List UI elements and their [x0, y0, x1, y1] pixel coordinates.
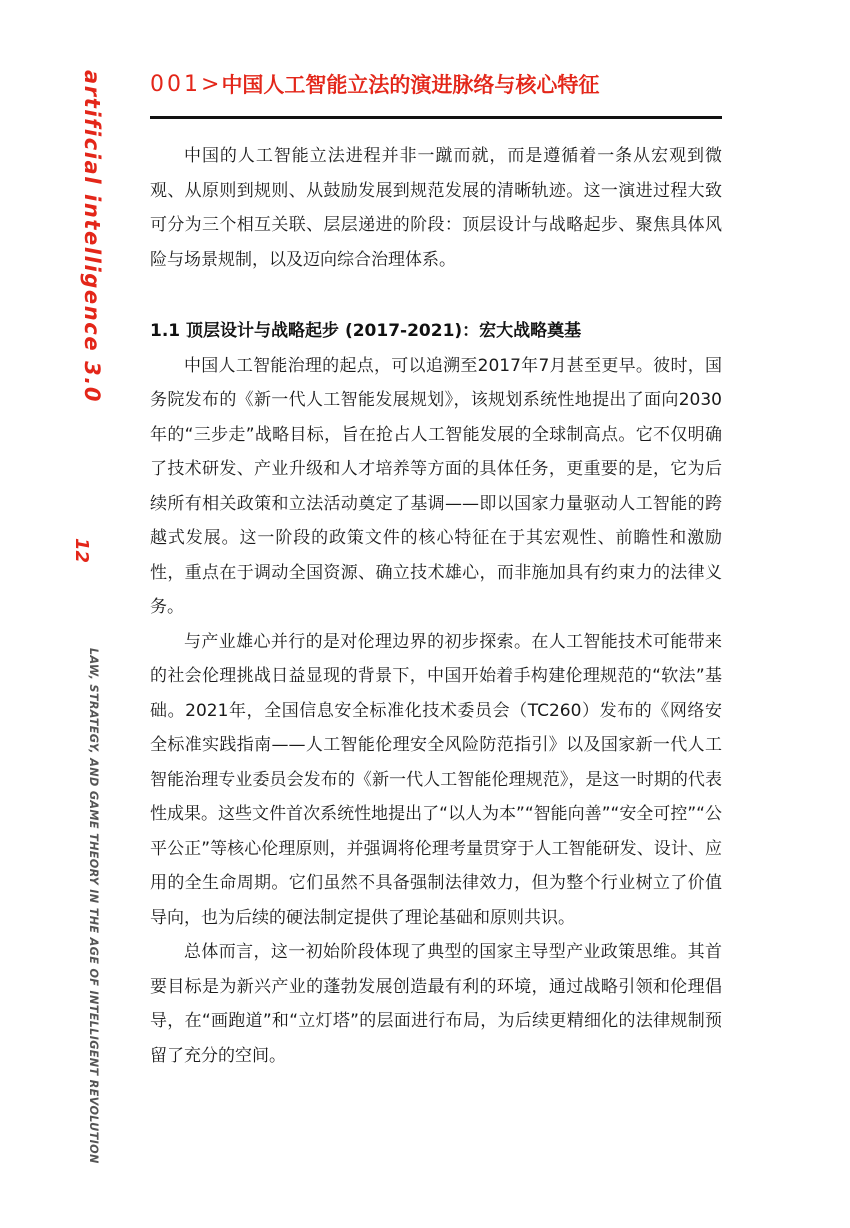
- body-paragraph-3: 总体而言，这一初始阶段体现了典型的国家主导型产业政策思维。其首要目标是为新兴产业的蓬勃发展创造最有利的环境，通过战略引领和伦理倡导，在“画跑道”和“立灯塔”的层面进行布局，为后续更精细化的法律规制预留了充分的空间。: [150, 942, 722, 1066]
- side-brand: [66, 70, 106, 410]
- section-title: 中国人工智能立法的演进脉络与核心特征: [221, 73, 600, 97]
- body-paragraph-1: 中国人工智能治理的起点，可以追溯至2017年7月甚至更早。彼时，国务院发布的《新一代人工智能发展规划》，该规划系统性地提出了面向2030年的“三步走”战略目标，旨在抢占人工智能发展的全球制高点。它不仅明确了技术研发、产业升级和人才培养等方面的具体任务，更重要的是，它为后续所有相关政策和立法活动奠定了基调——即以国家力量驱动人工智能的跨越式发展。这一阶段的政策文件的核心特征在于其宏观性、前瞻性和激励性，重点在于调动全国资源、确立技术雄心，而非施加具有约束力的法律义务。: [150, 355, 722, 617]
- header-divider: [150, 116, 722, 119]
- side-tagline: [78, 648, 108, 1164]
- section-header: [150, 64, 722, 104]
- subsection-heading: 1.1 顶层设计与战略起步 (2017-2021)：宏大战略奠基: [150, 321, 582, 341]
- section-number: 001: [150, 71, 201, 97]
- page-number: [58, 538, 98, 568]
- section-separator: >: [201, 71, 220, 97]
- tagline-text: LAW, STRATEGY, AND GAME THEORY IN THE AGE OF INTELLIGENT REVOLUTION: [87, 648, 100, 1164]
- intro-paragraph: 中国的人工智能立法进程并非一蹴而就，而是遵循着一条从宏观到微观、从原则到规则、从鼓励发展到规范发展的清晰轨迹。这一演进过程大致可分为三个相互关联、层层递进的阶段：顶层设计与战略起步、聚焦具体风险与场景规制，以及迈向综合治理体系。: [150, 146, 722, 270]
- brand-vertical-text: artificial intelligence 3.0: [80, 70, 104, 404]
- page-number-text: 12: [71, 538, 92, 564]
- body-content: [150, 139, 722, 1073]
- body-paragraph-2: 与产业雄心并行的是对伦理边界的初步探索。在人工智能技术可能带来的社会伦理挑战日益显现的背景下，中国开始着手构建伦理规范的“软法”基础。2021年，全国信息安全标准化技术委员会（TC260）发布的《网络安全标准实践指南——人工智能伦理安全风险防范指引》以及国家新一代人工智能治理专业委员会发布的《新一代人工智能伦理规范》，是这一时期的代表性成果。这些文件首次系统性地提出了“以人为本”“智能向善”“安全可控”“公平公正”等核心伦理原则，并强调将伦理考量贯穿于人工智能研发、设计、应用的全生命周期。它们虽然不具备强制法律效力，但为整个行业树立了价值导向，也为后续的硬法制定提供了理论基础和原则共识。: [150, 631, 722, 928]
